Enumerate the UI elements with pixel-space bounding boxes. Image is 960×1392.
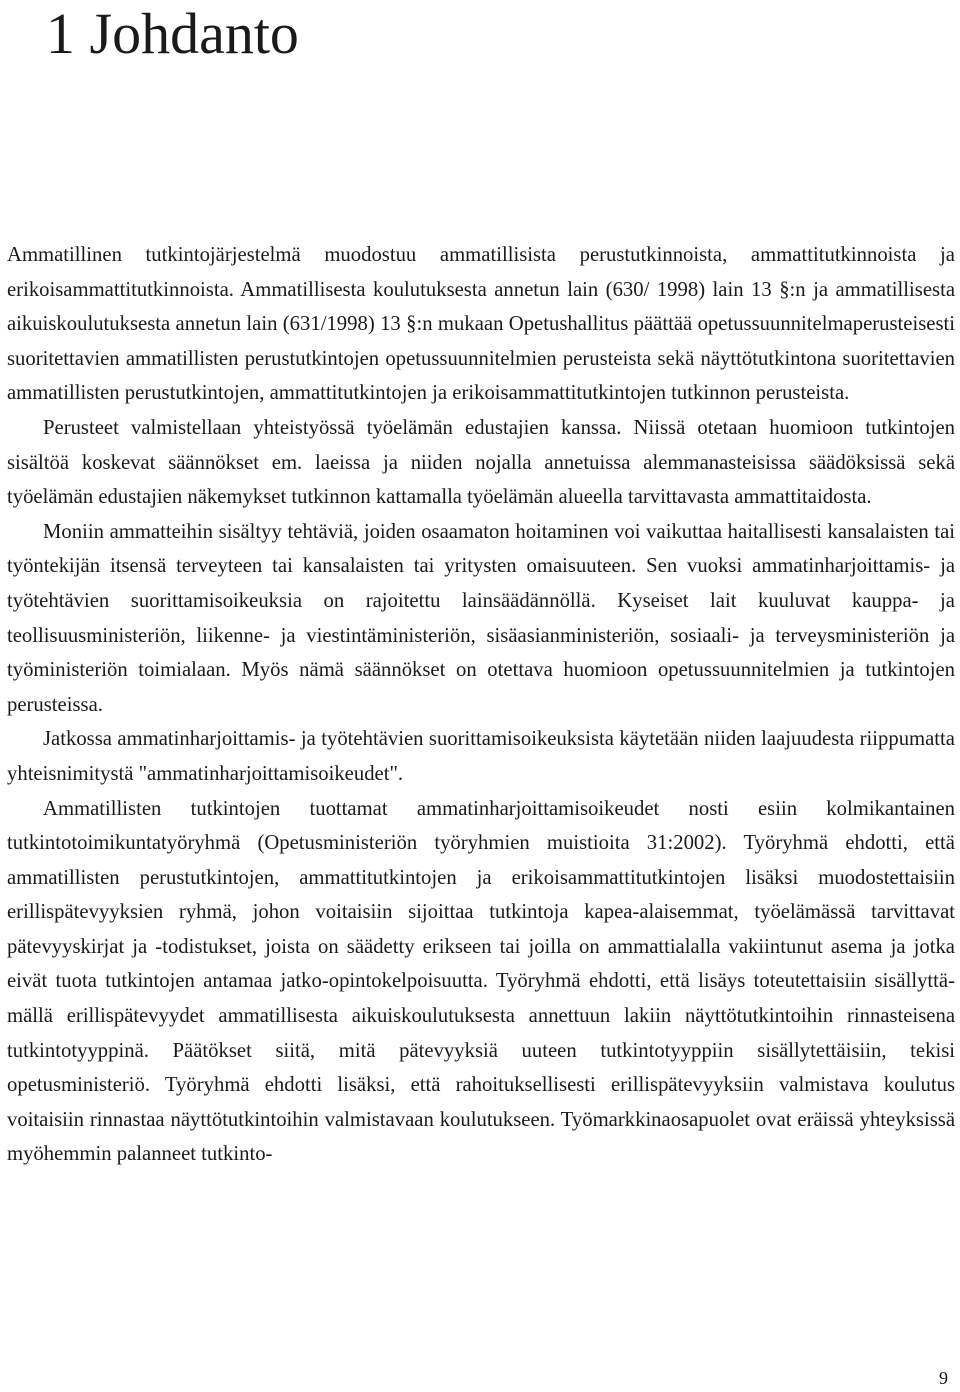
paragraph-1: Ammatillinen tutkintojärjestelmä muodostuu ammatillisista perustutkinnoista, ammattitutkinnoista ja erikoisammattitutkinnoista. Ammatillisesta koulutuksesta annetun lain (630/ 1998) lain 13 §:n ja ammatillisesta aikuiskoulutuksesta annetun lain (631/1998) 13 §:n mukaan Opetushallitus päättää opetussuunnitelmaperusteisesti suoritettavien ammatillisten perustutkintojen opetussuunnitelmien perusteista sekä näyttötutkintona suoritettavien ammatillisten perustutkintojen, ammattitutkintojen ja erikoisammattitutkintojen tutkinnon perusteista. [7,244,955,405]
body-text [7,238,955,1172]
chapter-title: 1 Johdanto [46,1,299,66]
page-number: 9 [939,1368,948,1388]
paragraph-2: Perusteet valmistellaan yhteistyössä työelämän edustajien kanssa. Niissä otetaan huomioon tutkintojen sisältöä koskevat säännökset em. laeissa ja niiden nojalla annetuissa alemmanasteisissa säädöksissä sekä työelämän edustajien näkemykset tutkinnon kattamalla työelämän alueella tarvittavasta ammattitaidosta. [7,416,955,509]
paragraph-3: Moniin ammatteihin sisältyy tehtäviä, joiden osaamaton hoitaminen voi vaikuttaa haitallisesti kansalaisten tai työntekijän itsensä terveyteen tai kansalaisten tai yritysten omaisuuteen. Sen vuoksi ammatinharjoittamis- ja työtehtävien suorittamisoikeuksia on rajoitettu lainsäädännöllä. Kyseiset lait kuuluvat kauppa- ja teollisuusministeriön, liikenne- ja viestintäministeriön, sisäasianministeriön, sosiaali- ja terveysministeriön ja työministeriön toimialaan. Myös nämä säännökset on otettava huomioon opetussuunnitelmien ja tutkintojen perusteissa. [7,520,955,716]
paragraph-5: Ammatillisten tutkintojen tuottamat ammatinharjoittamisoikeudet nosti esiin kolmikantainen tutkintotoimikuntatyöryhmä (Opetusministeriön työryhmien muistioita 31:2002). Työryhmä ehdotti, että ammatillisten perustutkintojen, ammattitutkintojen ja erikoisammattitutkintojen lisäksi muodostettaisiin erillispätevyyksien ryhmä, johon voitaisiin sijoittaa tutkintoja kapea-alaisemmat, työelämässä tarvittavat pätevyyskirjat ja -todistukset, joista on säädetty erikseen tai joilla on ammattialalla vakiintunut asema ja jotka eivät tuota tutkintojen antamaa jatko-opintokelpoisuutta. Työryhmä ehdotti, että lisäys toteutettaisiin sisällyttämällä erillispätevyydet ammatillisesta aikuiskoulutuksesta annettuun lakiin näyttötutkintoihin rinnasteisena tutkintotyyppinä. Päätökset siitä, mitä pätevyyksiä uuteen tutkintotyyppiin sisällytettäisiin, tekisi opetusministeriö. Työryhmä ehdotti lisäksi, että rahoituksellisesti erillispätevyyksiin valmistava koulutus voitaisiin rinnastaa näyttötutkintoihin valmistavaan koulutukseen. Työmarkkinaosapuolet ovat eräissä yhteyksissä myöhemmin palanneet tutkinto- [7,797,955,1166]
paragraph-4: Jatkossa ammatinharjoittamis- ja työtehtävien suorittamisoikeuksista käytetään niiden laajuudesta riippumatta yhteisnimitystä "ammatinharjoittamisoikeudet". [7,728,955,785]
